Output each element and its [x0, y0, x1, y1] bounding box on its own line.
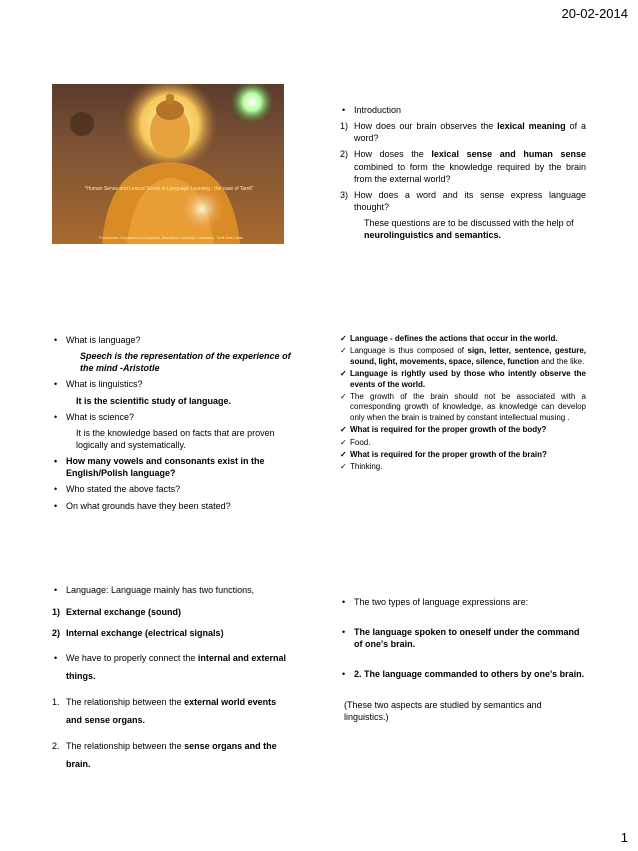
question-3: 3) How does a word and its sense express language thought?	[340, 189, 586, 212]
q-what-is-linguistics: • What is linguistics?	[52, 378, 292, 390]
slide-language-growth	[340, 334, 586, 475]
header-date: 20-02-2014	[561, 6, 628, 21]
relationship-1: 1. The relationship between the external world events and sense organs.	[52, 696, 277, 725]
check-item-3: ✓ Language is rightly used by those who intently observe the events of the world.	[340, 369, 586, 390]
a-science: It is the knowledge based on facts that are proven logically and systematically.	[76, 427, 275, 450]
buddha-illustration	[52, 84, 284, 244]
q-what-grounds: • On what grounds have they been stated?	[52, 500, 292, 512]
relationship-2: 2. The relationship between the sense organs and the brain.	[52, 740, 277, 769]
intro-bullet: • Introduction	[340, 104, 586, 116]
semantics-note: (These two aspects are studied by semantics and linguistics.)	[344, 699, 542, 722]
image-footer: P.Jayakumar, Department of Linguistics, Bharathiar University, Coimbatore, Tamil Nadu, India	[98, 236, 244, 240]
question-2: 2) How doses the lexical sense and human sense combined to form the knowledge required by the brain from the external world?	[340, 149, 586, 184]
check-item-6: ✓ Food.	[340, 438, 586, 448]
check-item-2: ✓ Language is thus composed of sign, letter, sentence, gesture, sound, light, movements, space, silence, function and the like.	[340, 346, 586, 367]
check-item-8: ✓ Thinking.	[340, 462, 586, 472]
q-vowels-consonants: • How many vowels and consonants exist in the English/Polish language?	[52, 455, 292, 479]
slide-introduction	[340, 104, 586, 245]
connect-bullet: • We have to properly connect the internal and external things.	[52, 649, 292, 685]
page-number: 1	[620, 830, 628, 845]
a-linguistics: It is the scientific study of language.	[76, 395, 232, 406]
slide-definitions	[52, 334, 292, 516]
expression-2: • 2. The language commanded to others by one's brain.	[340, 668, 586, 680]
buddha-image	[52, 84, 284, 244]
slide-expression-types	[340, 596, 586, 723]
check-item-7: ✓ What is required for the proper growth of the brain?	[340, 450, 586, 460]
question-1: 1) How does our brain observes the lexical meaning of a word?	[340, 121, 587, 144]
slide-language-functions	[52, 584, 292, 777]
image-caption: "Human Sense and Lexical Sense in Language Learning : the case of Tamil"	[84, 186, 254, 192]
intro-note: These questions are to be discussed with the help of neurolinguistics and semantics.	[364, 218, 574, 241]
aristotle-quote: Speech is the representation of the experience of the mind -Aristotle	[80, 351, 291, 374]
check-item-4: ✓ The growth of the brain should not be associated with a corresponding growth of knowledge, as knowledge can develop only when the brain is trained by constant intellectual musing .	[340, 392, 586, 423]
check-item-1: ✓ Language - defines the actions that occur in the world.	[340, 334, 586, 344]
functions-intro: • Language: Language mainly has two functions,	[52, 584, 292, 598]
function-external: 1) External exchange (sound)	[52, 606, 182, 617]
q-what-is-science: • What is science?	[52, 411, 292, 423]
expression-1: • The language spoken to oneself under the command of one's brain.	[340, 626, 586, 650]
function-internal: 2) Internal exchange (electrical signals)	[52, 628, 224, 638]
expressions-intro: • The two types of language expressions are:	[340, 596, 586, 608]
q-what-is-language: • What is language?	[52, 334, 292, 346]
q-who-stated: • Who stated the above facts?	[52, 483, 292, 495]
check-item-5: ✓ What is required for the proper growth of the body?	[340, 425, 586, 435]
